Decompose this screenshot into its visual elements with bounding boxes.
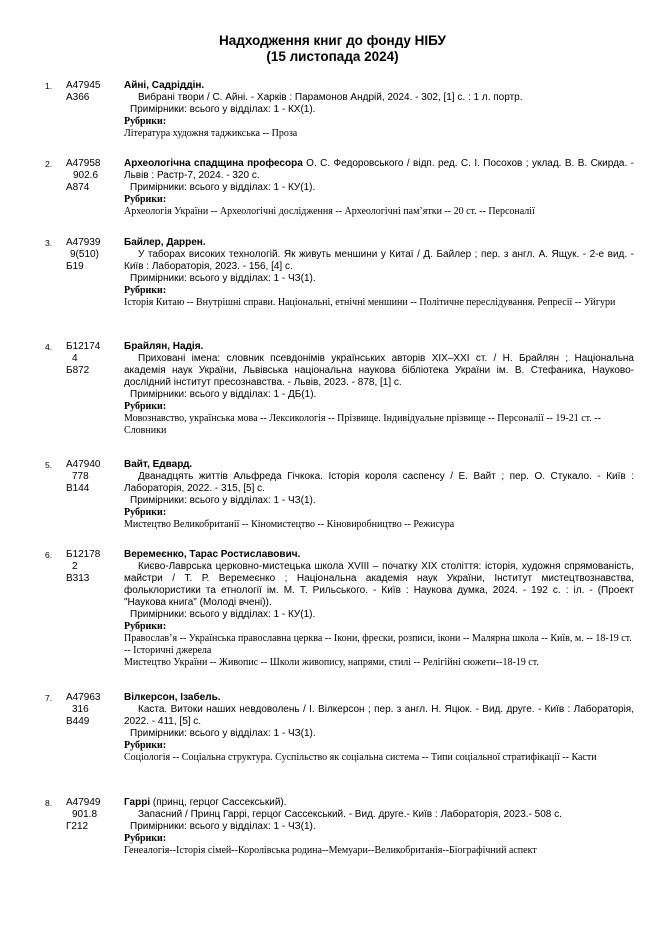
rubric-line: Генеалогія--Історія сімей--Королівська родина--Мемуари--Великобританія--Біографічний аспект <box>124 845 537 856</box>
rubrics-label: Рубрики <box>124 285 163 296</box>
entry-number: 7. <box>45 693 53 703</box>
entry-content: Гаррі (принц, герцог Сассекський). Запасний / Принц Гаррі, герцог Сассекський. - Вид. друге.- Київ : Лабораторія, 2023.- 508 с. Примірники: всього у відділах: 1 - ЧЗ(1). Рубрики: Генеалогія--Історія сімей--Королівська родина--Мемуари--Великобританія--Біографічний аспект <box>124 797 634 857</box>
entry-number: 8. <box>45 798 53 808</box>
author-mark: Г212 <box>66 821 89 832</box>
rubrics-label: Рубрики <box>124 740 163 751</box>
entry-rubrics <box>124 128 634 140</box>
entry-content: Вілкерсон, Ізабель. Каста. Витоки наших невдоволень / І. Вілкерсон ; пер. з англ. Н. Яцюк. - Вид. друге. - Київ : Лабораторія, 2022. - 411, [5] с. Примірники: всього у відділах: 1 - ЧЗ(1). Рубрики: Соціологія -- Соціальна структура. Суспільство як соціальна система -- Типи соціальної стратифікації -- Касти <box>124 692 634 763</box>
author-mark: B144 <box>66 483 90 494</box>
entry-description: У таборах високих технологій. Як живуть меншини у Китаї / Д. Байлер ; пер. з англ. А. Ящук. - 2-е вид. - Київ : Лабораторія, 2023. - 156, [4] с. <box>124 249 634 272</box>
inventory-code: A47939 <box>66 237 101 248</box>
entry-content: Байлер, Даррен. У таборах високих технологій. Як живуть меншини у Китаї / Д. Байлер ; пер. з англ. А. Ящук. - 2-е вид. - Київ : Лабораторія, 2023. - 156, [4] с. Примірники: всього у відділах: 1 - ЧЗ(1). Рубрики: Історія Китаю -- Внутрішні справи. Національні, етнічні меншини -- Політичне переслідування. Репресії -- Уйгури <box>124 237 634 308</box>
shelf-codes <box>66 237 116 273</box>
entry-rubrics <box>124 519 634 531</box>
page-title <box>0 33 665 65</box>
rubric-line: Література художня таджикська -- Проза <box>124 128 298 139</box>
entry-description: О. С. Федоровського / відп. ред. С. І. Посохов ; уклад. В. В. Скирда. - Львів : Растр-7, 2024. - 320 с. <box>124 158 634 181</box>
author-name: Гаррі <box>124 797 151 808</box>
author-mark: B449 <box>66 716 90 727</box>
entry-holdings: Примірники: всього у відділах: 1 - ЧЗ(1). <box>130 821 316 832</box>
entry-rubrics <box>124 206 634 218</box>
shelf-codes <box>66 459 116 495</box>
author-mark: A366 <box>66 92 90 103</box>
entry-number: 6. <box>45 550 53 560</box>
author-mark: A874 <box>66 182 90 193</box>
shelf-codes <box>66 797 116 833</box>
shelf-codes <box>66 158 116 194</box>
entry-description: Дванадцять життів Альфреда Гічкока. Історія короля саспенсу / Е. Вайт ; пер. О. Стукало. - Київ : Лабораторія, 2022. - 315, [5] с. <box>124 471 634 494</box>
entry-author: Вілкерсон, Ізабель. <box>124 692 221 703</box>
rubric-line: Соціологія -- Соціальна структура. Суспільство як соціальна система -- Типи соціальної стратифікації -- Касти <box>124 752 597 763</box>
rubric-line: Мистецтво України -- Живопис -- Школи живопису, напрями, стилі -- Релігійні сюжети--18-19 ст. <box>124 657 539 668</box>
entry-content: Веремеєнко, Тарас Ростиславович. Києво-Лаврська церковно-мистецька школа XVIII – початку XIX століття: історія, художня спрямованість, майстри / Т. Р. Веремеєнко ; Національна академія наук України, Інститут мистецтвознавства, фольклористики та етнології ім. М. Т. Рильського. - Київ : Наукова думка, 2024. - 192 с. : іл. - (Проект "Наукова книга" (Молоді вчені)). Примірники: всього у відділах: 1 - КУ(1). Рубрики: Православ’я -- Українська православна церква -- Ікони, фрески, розписи, ікони -- Малярна школа -- Київ, м. -- 18-19 ст. -- Історичні джерела Мистецтво України -- Живопис -- Школи живопису, напрями, стилі -- Релігійні сюжети--18-19 ст. <box>124 549 634 668</box>
classification-code: 901.8 <box>72 809 98 820</box>
rubrics-label: Рубрики <box>124 507 163 518</box>
entry-holdings: Примірники: всього у відділах: 1 - КХ(1). <box>130 104 316 115</box>
inventory-code: A47958 <box>66 158 101 169</box>
entry-holdings: Примірники: всього у відділах: 1 - ЧЗ(1). <box>130 273 316 284</box>
entry-description: Вибрані твори / С. Айні. - Харків : Парамонов Андрій, 2024. - 302, [1] с. : 1 л. портр. <box>138 92 523 103</box>
entry-number: 4. <box>45 342 53 352</box>
entry-number: 2. <box>45 159 53 169</box>
rubrics-label: Рубрики <box>124 116 163 127</box>
author-mark: B313 <box>66 573 90 584</box>
entry-author: Археологічна спадщина професора <box>124 158 303 169</box>
shelf-codes <box>66 80 116 104</box>
entry-description: Запасний / Принц Гаррі, герцог Сассекський. - Вид. друге.- Київ : Лабораторія, 2023.- 508 с. <box>138 809 562 820</box>
author-mark: Б872 <box>66 365 90 376</box>
entry-author: Айні, Садріддін. <box>124 80 205 91</box>
rubrics-label: Рубрики <box>124 621 163 632</box>
inventory-code: A47963 <box>66 692 101 703</box>
entry-holdings: Примірники: всього у відділах: 1 - ЧЗ(1). <box>130 728 316 739</box>
entry-content: Брайлян, Надія. Приховані імена: словник псевдонімів українських авторів XIX–XXI ст. / Н. Брайлян ; Національна академія наук України, Львівська національна наукова бібліотека України ім. В. Стефаника, Науково-дослідний інститут пресознавства. - Львів, 2023. - 878, [1] с. Примірники: всього у відділах: 1 - ДБ(1). Рубрики: Мовознавство, українська мова -- Лексикологія -- Прізвище. Індивідуальне прізвище -- Персоналії -- 19-21 ст. -- Словники <box>124 341 634 436</box>
inventory-code: A47949 <box>66 797 101 808</box>
entry-holdings: Примірники: всього у відділах: 1 - ДБ(1). <box>130 389 317 400</box>
entry-holdings: Примірники: всього у відділах: 1 - КУ(1). <box>130 609 316 620</box>
shelf-codes <box>66 692 116 728</box>
rubrics-label: Рубрики <box>124 401 163 412</box>
entry-author: Веремеєнко, Тарас Ростиславович. <box>124 549 301 560</box>
entry-number: 1. <box>45 81 53 91</box>
entry-number: 5. <box>45 460 53 470</box>
classification-code: 902.6 <box>73 170 99 181</box>
entry-content: Айні, Садріддін. Вибрані твори / С. Айні. - Харків : Парамонов Андрій, 2024. - 302, [1] с. : 1 л. портр. Примірники: всього у відділах: 1 - КХ(1). Рубрики: Література художня таджикська -- Проза <box>124 80 634 140</box>
inventory-code: Б12174 <box>66 341 101 352</box>
shelf-codes <box>66 341 116 377</box>
entry-rubrics <box>124 297 634 309</box>
entry-rubrics <box>124 413 634 437</box>
rubric-line: Історія Китаю -- Внутрішні справи. Національні, етнічні меншини -- Політичне переслідування. Репресії -- Уйгури <box>124 297 616 308</box>
entry-description: Каста. Витоки наших невдоволень / І. Вілкерсон ; пер. з англ. Н. Яцюк. - Вид. друге. - Київ : Лабораторія, 2022. - 411, [5] с. <box>124 704 634 727</box>
inventory-code: Б12178 <box>66 549 101 560</box>
classification-code: 778 <box>72 471 89 482</box>
entry-rubrics <box>124 845 634 857</box>
entry-holdings: Примірники: всього у відділах: 1 - КУ(1). <box>130 182 316 193</box>
rubric-line: Археологія України -- Археологічні дослідження -- Археологічні пам’ятки -- 20 ст. -- Персоналії <box>124 206 535 217</box>
author-title: (принц, герцог Сассекський). <box>150 797 287 808</box>
entry-content: Вайт, Едвард. Дванадцять життів Альфреда Гічкока. Історія короля саспенсу / Е. Вайт ; пер. О. Стукало. - Київ : Лабораторія, 2022. - 315, [5] с. Примірники: всього у відділах: 1 - ЧЗ(1). Рубрики: Мистецтво Великобританії -- Кіномистецтво -- Кіновиробництво -- Режисура <box>124 459 634 530</box>
entry-number: 3. <box>45 238 53 248</box>
entry-content: Археологічна спадщина професора О. С. Федоровського / відп. ред. С. І. Посохов ; уклад. В. В. Скирда. - Львів : Растр-7, 2024. - 320 с. Примірники: всього у відділах: 1 - КУ(1). Рубрики: Археологія України -- Археологічні дослідження -- Археологічні пам’ятки -- 20 ст. -- Персоналії <box>124 158 634 217</box>
inventory-code: A47945 <box>66 80 101 91</box>
shelf-codes <box>66 549 116 585</box>
rubrics-label: Рубрики <box>124 833 163 844</box>
entry-author: Брайлян, Надія. <box>124 341 204 352</box>
title-line-1: Надходження книг до фонду НІБУ <box>219 33 446 48</box>
rubric-line: Мовознавство, українська мова -- Лексикологія -- Прізвище. Індивідуальне прізвище -- Персоналії -- 19-21 ст. -- Словники <box>124 413 601 436</box>
rubric-line: Православ’я -- Українська православна церква -- Ікони, фрески, розписи, ікони -- Малярна школа -- Київ, м. -- 18-19 ст. -- Історичні джерела <box>124 633 632 656</box>
entry-description: Києво-Лаврська церковно-мистецька школа XVIII – початку XIX століття: історія, художня спрямованість, майстри / Т. Р. Веремеєнко ; Національна академія наук України, Інститут мистецтвознавства, фольклористики та етнології ім. М. Т. Рильського. - Київ : Наукова думка, 2024. - 192 с. : іл. - (Проект "Наукова книга" (Молоді вчені)). <box>124 561 634 608</box>
title-line-2: (15 листопада 2024) <box>266 49 399 64</box>
entry-description: Приховані імена: словник псевдонімів українських авторів XIX–XXI ст. / Н. Брайлян ; Національна академія наук України, Львівська національна наукова бібліотека України ім. В. Стефаника, Науково-дослідний інститут пресознавства. - Львів, 2023. - 878, [1] с. <box>124 353 634 388</box>
classification-code: 316 <box>72 704 89 715</box>
classification-code: 4 <box>72 353 78 364</box>
entry-author <box>124 797 634 809</box>
author-mark: Б19 <box>66 261 84 272</box>
classification-code: 9(510) <box>70 249 99 260</box>
entry-author: Вайт, Едвард. <box>124 459 193 470</box>
entry-rubrics <box>124 633 634 669</box>
entry-author: Байлер, Даррен. <box>124 237 206 248</box>
entry-holdings: Примірники: всього у відділах: 1 - ЧЗ(1). <box>130 495 316 506</box>
rubric-line: Мистецтво Великобританії -- Кіномистецтво -- Кіновиробництво -- Режисура <box>124 519 455 530</box>
inventory-code: A47940 <box>66 459 101 470</box>
rubrics-label: Рубрики <box>124 194 163 205</box>
entry-rubrics <box>124 752 634 764</box>
classification-code: 2 <box>72 561 78 572</box>
